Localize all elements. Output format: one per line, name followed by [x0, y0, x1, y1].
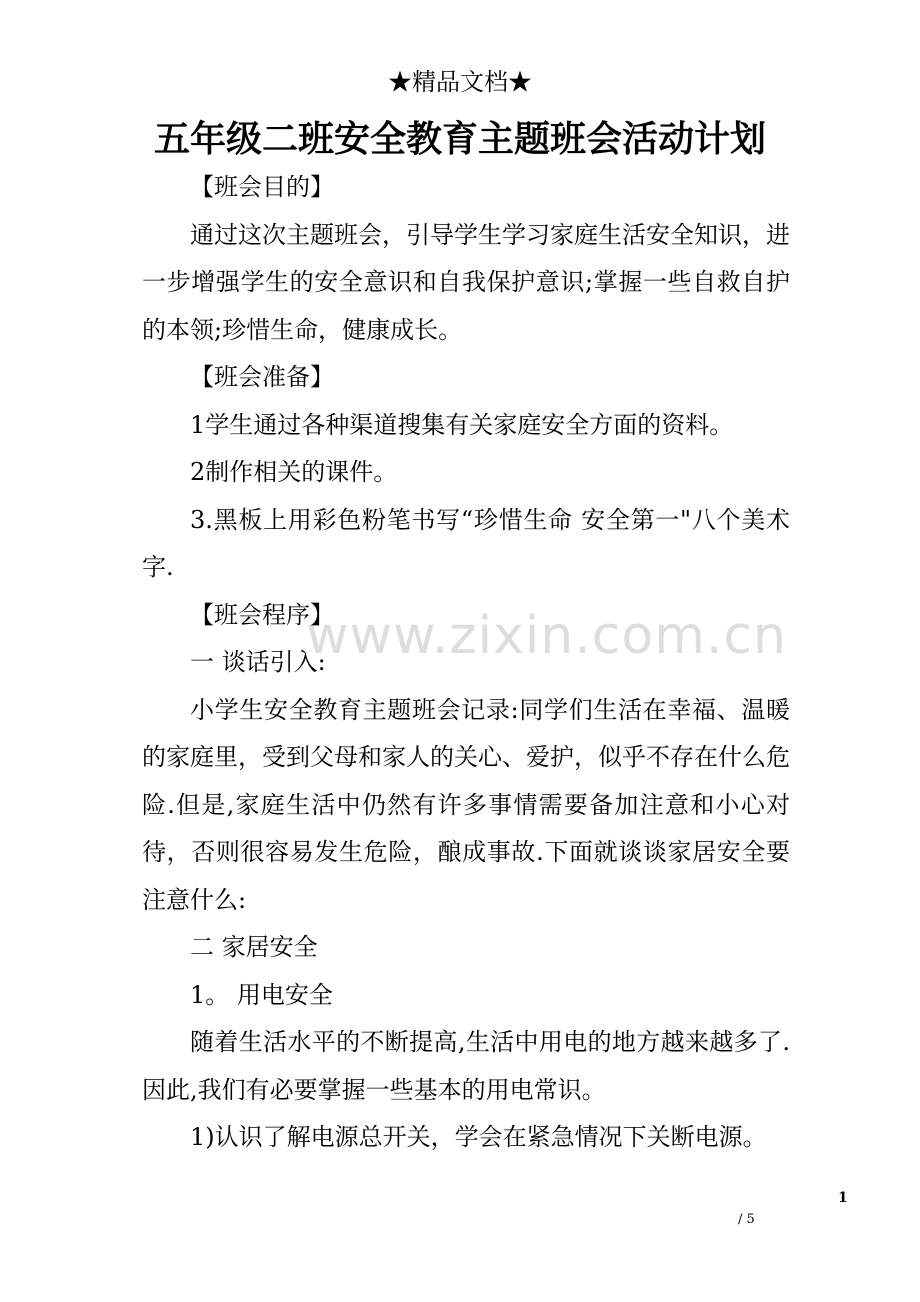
electricity-item-1: 1)认识了解电源总开关，学会在紧急情况下关断电源。 [190, 1123, 767, 1151]
paragraph-introduction: 小学生安全教育主题班会记录:同学们生活在幸福、温暖的家庭里，受到父母和家人的关心、爱护，似乎不存在什么危险.但是,家庭生活中仍然有许多事情需要备加注意和小心对待，否则很容易发生危险，酿成事故.下面就谈谈家居安全要注意什么: [142, 695, 790, 914]
procedure-step-1-heading: 一 谈话引入: [190, 648, 326, 676]
watermark: www.zixin.com.cn [306, 606, 787, 666]
procedure-step-2-heading: 二 家居安全 [190, 933, 318, 961]
paragraph-purpose: 通过这次主题班会，引导学生学习家庭生活安全知识，进一步增强学生的安全意识和自我保护意识;掌握一些自救自护的本领;珍惜生命，健康成长。 [142, 220, 790, 344]
document-title: 五年级二班安全教育主题班会活动计划 [153, 118, 766, 160]
header-mark: ★精品文档★ [388, 68, 532, 96]
subsection-electricity-heading: 1。 用电安全 [190, 980, 333, 1009]
paragraph-electricity: 随着生活水平的不断提高,生活中用电的地方越来越多了.因此,我们有必要掌握一些基本的用电常识。 [142, 1028, 790, 1104]
preparation-item-2: 2制作相关的课件。 [190, 458, 398, 486]
preparation-item-1: 1学生通过各种渠道搜集有关家庭安全方面的资料。 [190, 410, 734, 439]
page-total: / 5 [738, 1212, 755, 1227]
section-heading-purpose: 【班会目的】 [190, 173, 334, 201]
preparation-item-3: 3.黑板上用彩色粉笔书写“珍惜生命 安全第一"八个美术字. [142, 505, 790, 581]
section-heading-procedure: 【班会程序】 [190, 600, 334, 629]
document-body [142, 164, 790, 1162]
section-heading-preparation: 【班会准备】 [190, 363, 334, 391]
page-number: 1 [838, 1190, 848, 1206]
